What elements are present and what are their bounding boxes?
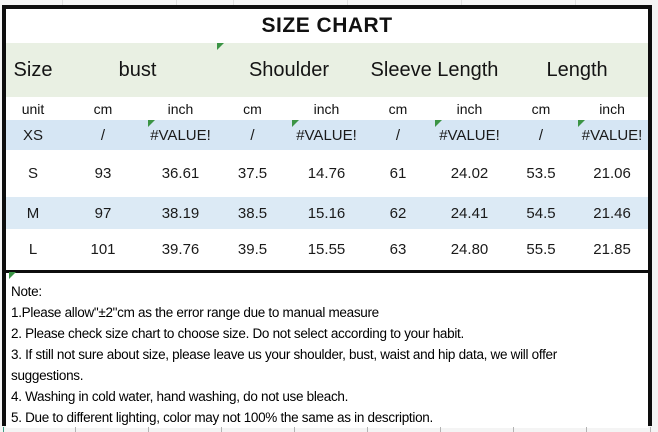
data-cell: #VALUE! [576,120,648,150]
data-cell: 21.46 [576,197,648,229]
note-line: 1.Please allow"±2"cm as the error range due to manual measure [11,305,379,320]
grid-tick-icon [440,427,441,432]
data-cell: 97 [60,197,146,229]
data-cell: 15.55 [290,229,363,270]
grid-tick-icon [367,427,368,432]
chart-frame [2,5,652,426]
unit-cell: inch [167,100,194,117]
table-row-xs [6,120,648,150]
note-line: 2. Please check size chart to choose size. Do not select according to your habit. [11,326,464,341]
unit-cell: inch [313,100,340,117]
data-cell: / [506,120,576,150]
header-shoulder: Shoulder [215,43,363,97]
data-cell: 39.5 [215,229,290,270]
data-cell: 24.02 [433,150,506,197]
unit-cell: inch [456,100,483,117]
size-cell: XS [6,120,60,150]
table-row-s [6,150,648,197]
note-line: 3. If still not sure about size, please leave us your shoulder, bust, waist and hip data, we will offer [11,347,557,362]
note-line: suggestions. [11,368,84,383]
grid-tick-icon [294,427,295,432]
header-sleeve-length: Sleeve Length [363,43,506,97]
data-cell: 24.80 [433,229,506,270]
data-cell: 21.85 [576,229,648,270]
size-cell: M [6,197,60,229]
unit-cell: cm [243,100,262,117]
size-cell: L [6,229,60,270]
unit-cell: cm [531,100,551,117]
data-cell: #VALUE! [433,120,506,150]
data-cell: 39.76 [146,229,215,270]
data-cell: #VALUE! [146,120,215,150]
header-bust: bust [60,43,215,97]
error-marker-icon [435,120,442,127]
size-cell: S [6,150,60,197]
data-cell: 53.5 [506,150,576,197]
data-cell: 15.16 [290,197,363,229]
data-cell: 24.41 [433,197,506,229]
error-marker-icon [292,120,299,127]
unit-label: unit [21,100,45,117]
grid-tick-icon [221,427,222,432]
note-line: 4. Washing in cold water, hand washing, do not use bleach. [11,389,349,404]
unit-cell: cm [93,100,113,117]
data-cell: 38.5 [215,197,290,229]
unit-row [6,97,648,120]
note-line: 5. Due to different lighting, color may not 100% the same as in description. [11,410,433,425]
grid-tick-icon [650,427,651,432]
data-cell: 37.5 [215,150,290,197]
data-cell: 61 [363,150,433,197]
table-row-l [6,229,648,270]
grid-tick-icon [3,427,4,432]
data-cell: / [363,120,433,150]
grid-tick-icon [513,427,514,432]
error-marker-icon [578,120,585,127]
notes-section [6,270,648,428]
chart-title: SIZE CHART [6,9,648,43]
size-table [6,9,648,270]
table-row-m [6,197,648,229]
data-cell: 93 [60,150,146,197]
data-cell: #VALUE! [290,120,363,150]
header-length: Length [506,43,648,97]
data-cell: 101 [60,229,146,270]
data-cell: 14.76 [290,150,363,197]
grid-tick-icon [586,427,587,432]
data-cell: 21.06 [576,150,648,197]
header-size: Size [6,43,60,97]
notes-heading: Note: [11,284,42,299]
unit-cell: cm [388,100,408,117]
error-marker-icon [9,272,16,279]
data-cell: 63 [363,229,433,270]
data-cell: / [215,120,290,150]
data-cell: 62 [363,197,433,229]
comment-marker-icon [217,43,224,50]
unit-cell: inch [599,100,625,117]
data-cell: 55.5 [506,229,576,270]
grid-tick-icon [148,427,149,432]
grid-tick-icon [75,427,76,432]
data-cell: 36.61 [146,150,215,197]
error-marker-icon [148,120,155,127]
data-cell: 54.5 [506,197,576,229]
data-cell: / [60,120,146,150]
data-cell: 38.19 [146,197,215,229]
